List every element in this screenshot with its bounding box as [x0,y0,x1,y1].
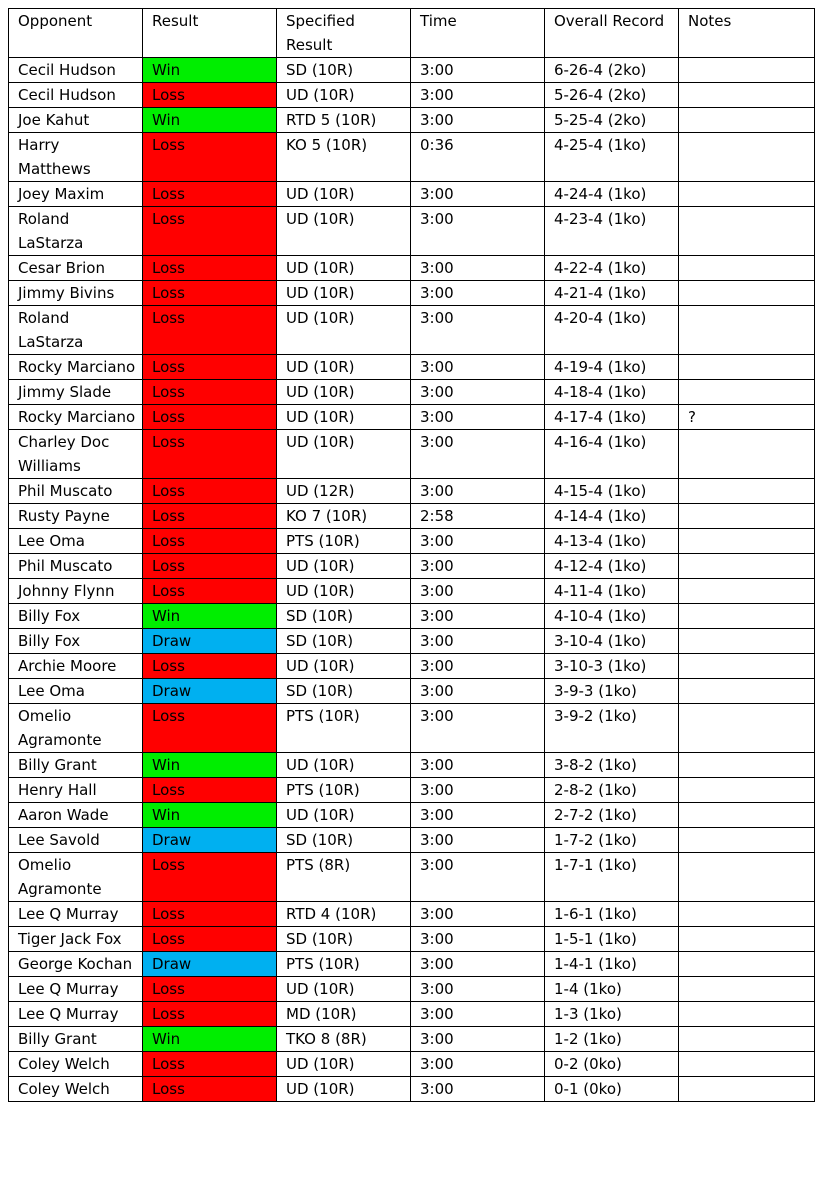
cell-notes [679,803,815,828]
cell-specified-result: KO 5 (10R) [277,133,411,182]
cell-opponent: Jimmy Slade [9,380,143,405]
cell-opponent: Joey Maxim [9,182,143,207]
cell-time: 3:00 [411,977,545,1002]
cell-time: 3:00 [411,803,545,828]
fight-record-table [8,8,815,1102]
cell-opponent: Henry Hall [9,778,143,803]
cell-result: Loss [143,977,277,1002]
cell-overall-record: 0-2 (0ko) [545,1052,679,1077]
cell-opponent: Billy Grant [9,1027,143,1052]
cell-specified-result: UD (10R) [277,579,411,604]
cell-time: 3:00 [411,256,545,281]
table-header [9,9,815,58]
cell-overall-record: 4-23-4 (1ko) [545,207,679,256]
cell-opponent: Jimmy Bivins [9,281,143,306]
cell-result: Loss [143,83,277,108]
cell-overall-record: 4-13-4 (1ko) [545,529,679,554]
cell-opponent: Rocky Marciano [9,355,143,380]
cell-overall-record: 1-4 (1ko) [545,977,679,1002]
cell-result: Win [143,108,277,133]
cell-opponent: Phil Muscato [9,479,143,504]
table-row [9,679,815,704]
cell-overall-record: 3-9-3 (1ko) [545,679,679,704]
table-row [9,182,815,207]
cell-overall-record: 4-16-4 (1ko) [545,430,679,479]
cell-result: Loss [143,430,277,479]
table-row [9,753,815,778]
cell-opponent: Coley Welch [9,1077,143,1102]
cell-opponent: Rusty Payne [9,504,143,529]
cell-result: Win [143,58,277,83]
cell-time: 3:00 [411,182,545,207]
cell-result: Loss [143,1077,277,1102]
cell-overall-record: 6-26-4 (2ko) [545,58,679,83]
cell-overall-record: 1-4-1 (1ko) [545,952,679,977]
cell-result: Loss [143,479,277,504]
cell-overall-record: 4-18-4 (1ko) [545,380,679,405]
cell-specified-result: KO 7 (10R) [277,504,411,529]
table-row [9,430,815,479]
cell-result: Loss [143,207,277,256]
cell-specified-result: PTS (10R) [277,704,411,753]
cell-specified-result: PTS (10R) [277,778,411,803]
cell-time: 0:36 [411,133,545,182]
cell-notes [679,629,815,654]
table-row [9,704,815,753]
cell-time: 3:00 [411,679,545,704]
table-row [9,803,815,828]
cell-specified-result: UD (10R) [277,83,411,108]
cell-time: 3:00 [411,58,545,83]
cell-time: 2:58 [411,504,545,529]
cell-result: Win [143,803,277,828]
cell-opponent: Cecil Hudson [9,83,143,108]
cell-time: 3:00 [411,902,545,927]
header-opponent: Opponent [9,9,143,58]
cell-opponent: Omelio Agramonte [9,704,143,753]
cell-notes [679,256,815,281]
cell-time: 3:00 [411,108,545,133]
cell-result: Draw [143,629,277,654]
cell-time: 3:00 [411,604,545,629]
cell-notes [679,504,815,529]
cell-time: 3:00 [411,654,545,679]
cell-opponent: Lee Q Murray [9,902,143,927]
cell-notes [679,479,815,504]
cell-time: 3:00 [411,529,545,554]
cell-overall-record: 1-6-1 (1ko) [545,902,679,927]
cell-overall-record: 1-7-1 (1ko) [545,853,679,902]
cell-notes [679,182,815,207]
cell-notes [679,853,815,902]
cell-overall-record: 5-25-4 (2ko) [545,108,679,133]
cell-overall-record: 4-15-4 (1ko) [545,479,679,504]
cell-overall-record: 1-3 (1ko) [545,1002,679,1027]
cell-notes [679,654,815,679]
table-row [9,479,815,504]
table-row [9,207,815,256]
cell-result: Draw [143,952,277,977]
cell-time: 3:00 [411,828,545,853]
cell-time: 3:00 [411,629,545,654]
cell-time: 3:00 [411,380,545,405]
cell-specified-result: UD (10R) [277,654,411,679]
cell-result: Loss [143,554,277,579]
cell-time: 3:00 [411,952,545,977]
cell-notes [679,952,815,977]
cell-notes [679,1002,815,1027]
cell-result: Loss [143,1052,277,1077]
cell-notes [679,108,815,133]
header-specified-result: Specified Result [277,9,411,58]
cell-opponent: Billy Fox [9,604,143,629]
cell-specified-result: TKO 8 (8R) [277,1027,411,1052]
cell-specified-result: PTS (10R) [277,529,411,554]
cell-notes [679,753,815,778]
cell-result: Loss [143,133,277,182]
cell-specified-result: PTS (8R) [277,853,411,902]
cell-specified-result: UD (10R) [277,405,411,430]
table-row [9,1027,815,1052]
cell-overall-record: 4-21-4 (1ko) [545,281,679,306]
cell-notes [679,902,815,927]
cell-opponent: Roland LaStarza [9,207,143,256]
cell-overall-record: 4-22-4 (1ko) [545,256,679,281]
cell-time: 3:00 [411,83,545,108]
cell-specified-result: SD (10R) [277,604,411,629]
cell-specified-result: UD (10R) [277,207,411,256]
cell-result: Win [143,604,277,629]
cell-notes [679,306,815,355]
cell-specified-result: SD (10R) [277,58,411,83]
cell-opponent: Aaron Wade [9,803,143,828]
table-row [9,504,815,529]
cell-notes [679,1027,815,1052]
cell-result: Loss [143,182,277,207]
table-row [9,306,815,355]
cell-opponent: Roland LaStarza [9,306,143,355]
cell-result: Loss [143,1002,277,1027]
cell-time: 3:00 [411,554,545,579]
cell-notes [679,828,815,853]
cell-overall-record: 4-17-4 (1ko) [545,405,679,430]
cell-result: Draw [143,828,277,853]
cell-time: 3:00 [411,355,545,380]
cell-result: Draw [143,679,277,704]
cell-notes [679,1077,815,1102]
header-notes: Notes [679,9,815,58]
table-row [9,281,815,306]
table-row [9,405,815,430]
cell-notes [679,380,815,405]
cell-notes [679,430,815,479]
table-row [9,604,815,629]
cell-specified-result: UD (10R) [277,182,411,207]
cell-result: Loss [143,927,277,952]
cell-opponent: Johnny Flynn [9,579,143,604]
cell-specified-result: UD (10R) [277,1077,411,1102]
cell-notes [679,529,815,554]
cell-time: 3:00 [411,281,545,306]
header-overall-record: Overall Record [545,9,679,58]
cell-overall-record: 0-1 (0ko) [545,1077,679,1102]
cell-overall-record: 3-10-4 (1ko) [545,629,679,654]
cell-specified-result: UD (10R) [277,281,411,306]
cell-result: Loss [143,654,277,679]
cell-time: 3:00 [411,306,545,355]
cell-specified-result: UD (10R) [277,554,411,579]
cell-specified-result: UD (10R) [277,306,411,355]
table-row [9,83,815,108]
cell-time: 3:00 [411,1002,545,1027]
cell-specified-result: UD (10R) [277,430,411,479]
cell-opponent: Charley Doc Williams [9,430,143,479]
table-row [9,256,815,281]
cell-time: 3:00 [411,579,545,604]
cell-time: 3:00 [411,1052,545,1077]
cell-result: Loss [143,306,277,355]
table-row [9,654,815,679]
table-row [9,380,815,405]
cell-result: Win [143,753,277,778]
cell-overall-record: 3-8-2 (1ko) [545,753,679,778]
cell-opponent: Lee Savold [9,828,143,853]
cell-result: Loss [143,504,277,529]
cell-notes [679,679,815,704]
table-row [9,579,815,604]
cell-result: Loss [143,902,277,927]
cell-result: Loss [143,281,277,306]
table-row [9,629,815,654]
table-row [9,778,815,803]
cell-opponent: Omelio Agramonte [9,853,143,902]
cell-opponent: Tiger Jack Fox [9,927,143,952]
table-row [9,952,815,977]
cell-opponent: Billy Fox [9,629,143,654]
cell-result: Loss [143,579,277,604]
cell-time: 3:00 [411,405,545,430]
cell-notes [679,281,815,306]
header-row [9,9,815,58]
cell-notes [679,579,815,604]
cell-result: Loss [143,853,277,902]
cell-specified-result: PTS (10R) [277,952,411,977]
cell-result: Win [143,1027,277,1052]
table-row [9,1002,815,1027]
table-row [9,355,815,380]
cell-result: Loss [143,405,277,430]
cell-time: 3:00 [411,704,545,753]
cell-opponent: Lee Oma [9,679,143,704]
table-row [9,853,815,902]
cell-result: Loss [143,529,277,554]
cell-specified-result: UD (10R) [277,380,411,405]
cell-specified-result: SD (10R) [277,828,411,853]
cell-opponent: Harry Matthews [9,133,143,182]
cell-overall-record: 1-2 (1ko) [545,1027,679,1052]
table-row [9,133,815,182]
table-row [9,828,815,853]
table-row [9,902,815,927]
cell-specified-result: UD (12R) [277,479,411,504]
cell-time: 3:00 [411,1077,545,1102]
cell-overall-record: 4-14-4 (1ko) [545,504,679,529]
header-time: Time [411,9,545,58]
cell-overall-record: 4-19-4 (1ko) [545,355,679,380]
cell-opponent: Coley Welch [9,1052,143,1077]
cell-notes [679,83,815,108]
cell-time: 3:00 [411,927,545,952]
cell-notes [679,58,815,83]
cell-overall-record: 2-7-2 (1ko) [545,803,679,828]
cell-overall-record: 5-26-4 (2ko) [545,83,679,108]
cell-specified-result: RTD 4 (10R) [277,902,411,927]
cell-specified-result: UD (10R) [277,977,411,1002]
cell-opponent: Phil Muscato [9,554,143,579]
table-body [9,58,815,1102]
cell-overall-record: 3-9-2 (1ko) [545,704,679,753]
cell-notes [679,778,815,803]
cell-result: Loss [143,256,277,281]
cell-notes [679,704,815,753]
cell-specified-result: UD (10R) [277,753,411,778]
cell-specified-result: UD (10R) [277,355,411,380]
cell-notes [679,977,815,1002]
cell-notes [679,207,815,256]
cell-notes [679,554,815,579]
cell-notes [679,927,815,952]
cell-opponent: George Kochan [9,952,143,977]
table-row [9,58,815,83]
table-row [9,529,815,554]
cell-overall-record: 4-12-4 (1ko) [545,554,679,579]
cell-overall-record: 4-25-4 (1ko) [545,133,679,182]
cell-overall-record: 2-8-2 (1ko) [545,778,679,803]
cell-opponent: Lee Q Murray [9,1002,143,1027]
cell-opponent: Lee Oma [9,529,143,554]
cell-notes [679,133,815,182]
cell-opponent: Joe Kahut [9,108,143,133]
cell-overall-record: 1-5-1 (1ko) [545,927,679,952]
header-result: Result [143,9,277,58]
cell-opponent: Rocky Marciano [9,405,143,430]
cell-opponent: Cesar Brion [9,256,143,281]
cell-specified-result: UD (10R) [277,1052,411,1077]
table-row [9,927,815,952]
cell-time: 3:00 [411,1027,545,1052]
cell-result: Loss [143,778,277,803]
cell-opponent: Cecil Hudson [9,58,143,83]
cell-overall-record: 4-24-4 (1ko) [545,182,679,207]
cell-specified-result: SD (10R) [277,927,411,952]
cell-result: Loss [143,380,277,405]
cell-notes [679,355,815,380]
table-row [9,554,815,579]
cell-overall-record: 4-20-4 (1ko) [545,306,679,355]
cell-opponent: Lee Q Murray [9,977,143,1002]
cell-time: 3:00 [411,753,545,778]
cell-specified-result: UD (10R) [277,256,411,281]
table-row [9,108,815,133]
cell-time: 3:00 [411,479,545,504]
table-row [9,1077,815,1102]
cell-time: 3:00 [411,430,545,479]
cell-notes: ? [679,405,815,430]
cell-overall-record: 3-10-3 (1ko) [545,654,679,679]
cell-overall-record: 4-10-4 (1ko) [545,604,679,629]
cell-notes [679,1052,815,1077]
cell-overall-record: 4-11-4 (1ko) [545,579,679,604]
cell-time: 3:00 [411,778,545,803]
cell-specified-result: SD (10R) [277,629,411,654]
cell-opponent: Billy Grant [9,753,143,778]
cell-specified-result: RTD 5 (10R) [277,108,411,133]
cell-opponent: Archie Moore [9,654,143,679]
cell-specified-result: UD (10R) [277,803,411,828]
cell-overall-record: 1-7-2 (1ko) [545,828,679,853]
cell-time: 3:00 [411,207,545,256]
cell-specified-result: MD (10R) [277,1002,411,1027]
cell-result: Loss [143,355,277,380]
table-row [9,977,815,1002]
table-row [9,1052,815,1077]
cell-result: Loss [143,704,277,753]
cell-specified-result: SD (10R) [277,679,411,704]
cell-time: 3:00 [411,853,545,902]
cell-notes [679,604,815,629]
